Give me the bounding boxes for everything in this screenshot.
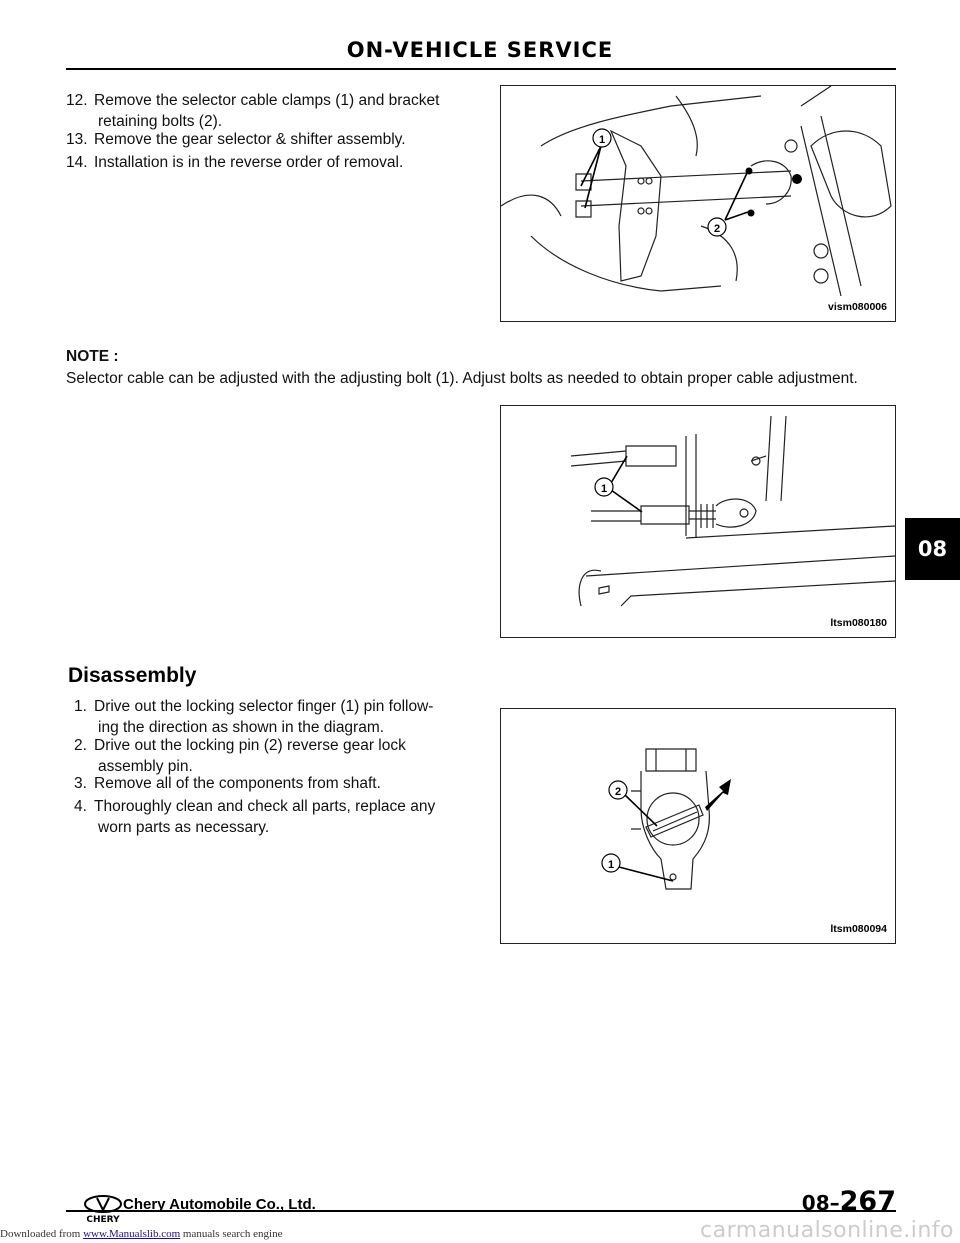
step-text: Remove the gear selector & shifter assembly. — [94, 131, 406, 148]
disassembly-step-1 — [74, 696, 462, 738]
step-number: 14. — [66, 154, 88, 171]
adjusting-bolt-illustration — [501, 406, 895, 637]
footer-page-number — [802, 1186, 896, 1217]
step-12 — [66, 90, 462, 132]
logo-text: CHERY — [86, 1215, 120, 1224]
footer-company-name: Chery Automobile Co., Ltd. — [123, 1196, 316, 1213]
step-number: 12. — [66, 92, 88, 109]
download-prefix: Downloaded from — [0, 1228, 84, 1240]
figure-adjusting-bolt — [500, 405, 896, 638]
selector-finger-illustration — [501, 709, 895, 943]
callout-label: 1 — [600, 483, 608, 495]
chapter-prefix: 08– — [801, 1191, 840, 1215]
callout-label: 2 — [614, 786, 622, 798]
shifter-assembly-illustration — [501, 86, 895, 321]
step-number: 4. — [74, 798, 87, 815]
header-divider — [66, 68, 896, 70]
download-notice — [0, 1228, 282, 1240]
disassembly-step-3 — [74, 773, 462, 794]
chapter-tab: 08 — [905, 518, 960, 580]
step-text: Drive out the locking pin (2) reverse gear lock — [94, 737, 406, 754]
figure-shifter-cable-clamps — [500, 85, 896, 322]
step-number: 3. — [74, 775, 87, 792]
step-text: Remove the selector cable clamps (1) and bracket — [94, 92, 440, 109]
figure-caption: ltsm080180 — [830, 617, 887, 629]
figure-caption: ltsm080094 — [830, 923, 887, 935]
step-number: 13. — [66, 131, 88, 148]
step-13 — [66, 129, 462, 150]
manualslib-link[interactable]: www.Manualslib.com — [83, 1228, 181, 1240]
disassembly-step-4 — [74, 796, 462, 838]
page-number: 267 — [839, 1186, 896, 1217]
section-title-disassembly: Disassembly — [68, 664, 197, 687]
step-number: 2. — [74, 737, 87, 754]
callout-label: 1 — [598, 134, 606, 146]
page-title: ON-VEHICLE SERVICE — [346, 38, 614, 62]
step-14 — [66, 152, 462, 173]
disassembly-step-2 — [74, 735, 462, 777]
download-suffix: manuals search engine — [180, 1228, 283, 1240]
step-text: Drive out the locking selector finger (1) pin follow- — [94, 698, 434, 715]
note-label: NOTE : — [66, 348, 119, 365]
watermark: carmanualsonline.info — [700, 1218, 954, 1243]
step-text-continued: assembly pin. — [98, 758, 193, 775]
callout-label: 1 — [607, 859, 615, 871]
step-number: 1. — [74, 698, 87, 715]
figure-locking-selector-finger — [500, 708, 896, 944]
callout-label: 2 — [713, 223, 721, 235]
step-text: Remove all of the components from shaft. — [94, 775, 381, 792]
step-text-continued: ing the direction as shown in the diagram. — [98, 719, 385, 736]
step-text: Installation is in the reverse order of removal. — [94, 154, 404, 171]
figure-caption: vism080006 — [828, 301, 887, 313]
chery-logo-icon — [83, 1194, 123, 1224]
note-text: Selector cable can be adjusted with the adjusting bolt (1). Adjust bolts as needed to obtain proper cable adjustment. — [66, 370, 858, 387]
step-text-continued: worn parts as necessary. — [98, 819, 270, 836]
drive-direction-arrow — [705, 779, 731, 811]
step-text: Thoroughly clean and check all parts, replace any — [94, 798, 436, 815]
step-text-continued: retaining bolts (2). — [98, 113, 223, 130]
